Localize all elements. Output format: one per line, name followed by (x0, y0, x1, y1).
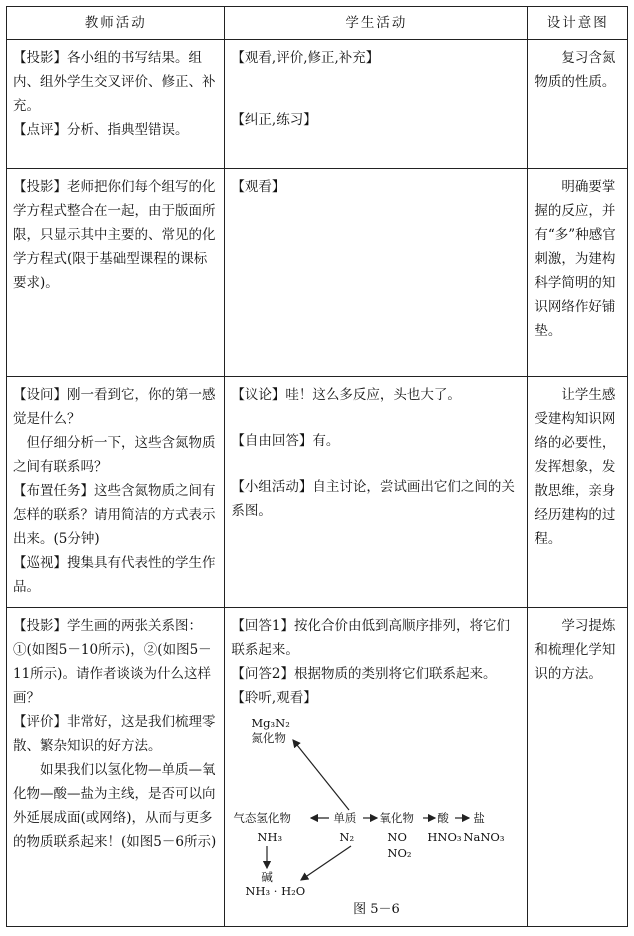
intent-text: 学习提炼和梳理化学知识的方法。 (534, 618, 616, 682)
student-text: 【问答2】根据物质的类别将它们联系起来。 (231, 666, 497, 682)
intent-text: 明确要掌握的反应，并有“多”种感官刺激，为建构科学简明的知识网络作好铺垫。 (534, 179, 616, 339)
node-acid: 酸 (437, 811, 449, 825)
teacher-text: 【评价】非常好，这是我们梳理零散、繁杂知识的好方法。 (13, 714, 216, 754)
node-salt: 盐 (473, 811, 485, 825)
student-text: 【议论】哇！这么多反应，头也大了。 (231, 387, 461, 403)
header-row (7, 7, 628, 40)
header-intent: 设计意图 (528, 7, 628, 40)
teacher-text: 如果我们以氢化物—单质—氧化物—酸—盐为主线，是否可以向外延展成面(或网络)，从而与更多的物质联系起来！(如图5－6所示) (13, 762, 217, 850)
node-hno3: HNO₃ (427, 830, 462, 844)
student-text: 【自由回答】有。 (231, 433, 340, 449)
node-n2: N₂ (339, 830, 355, 844)
student-text: 【纠正,练习】 (231, 112, 317, 128)
intent-cell (528, 40, 628, 169)
nitrogen-relation-diagram (231, 716, 505, 898)
node-simple: 单质 (333, 811, 357, 825)
teacher-text: 【投影】学生画的两张关系图：①(如图5－10所示)，②(如图5－11所示)。请作者谈谈为什么这样画？ (13, 618, 212, 706)
table-row (7, 608, 628, 927)
node-nitride: 氮化物 (251, 731, 286, 745)
node-no2: NO₂ (387, 846, 412, 860)
node-no: NO (387, 830, 407, 844)
node-nh3: NH₃ (257, 830, 283, 844)
teacher-cell (7, 40, 225, 169)
arrow-to-nh3h2o (301, 846, 351, 880)
teacher-cell (7, 169, 225, 377)
teacher-text: 【设问】刚一看到它，你的第一感觉是什么？ (13, 387, 216, 427)
teacher-text: 【布置任务】这些含氮物质之间有怎样的联系？请用简洁的方式表示出来。(5分钟) (13, 483, 216, 547)
teacher-text: 【点评】分析、指典型错误。 (13, 122, 189, 138)
intent-cell (528, 608, 628, 927)
intent-text: 复习含氮物质的性质。 (534, 50, 616, 90)
figure-caption: 图 5－6 (353, 902, 400, 917)
student-text: 【聆听,观看】 (231, 690, 317, 706)
arrow-to-nitride (293, 740, 349, 810)
table-row (7, 40, 628, 169)
student-cell (225, 169, 528, 377)
node-nano3: NaNO₃ (463, 830, 505, 844)
student-cell (225, 608, 528, 927)
node-gas-hydride: 气态氢化物 (233, 811, 291, 825)
header-teacher: 教师活动 (7, 7, 225, 40)
node-oxide: 氧化物 (379, 811, 414, 825)
student-text: 【观看】 (231, 179, 286, 195)
intent-text: 让学生感受建构知识网络的必要性，发挥想象，发散思维，亲身经历建构的过程。 (534, 387, 616, 547)
teacher-text: 【投影】各小组的书写结果。组内、组外学生交叉评价、修正、补充。 (13, 50, 216, 114)
table-row (7, 169, 628, 377)
student-text: 【观看,评价,修正,补充】 (231, 50, 380, 66)
node-base: 碱 (261, 870, 273, 884)
lesson-plan-table (6, 6, 628, 927)
teacher-text: 【投影】老师把你们每个组写的化学方程式整合在一起，由于版面所限，只显示其中主要的、常见的化学方程式(限于基础型课程的课标要求)。 (13, 179, 216, 291)
intent-cell (528, 377, 628, 608)
teacher-text: 【巡视】搜集具有代表性的学生作品。 (13, 555, 216, 595)
student-text: 【小组活动】自主讨论，尝试画出它们之间的关系图。 (231, 479, 515, 519)
header-student: 学生活动 (225, 7, 528, 40)
student-cell (225, 377, 528, 608)
teacher-cell (7, 608, 225, 927)
node-mg3n2: Mg₃N₂ (251, 716, 290, 730)
intent-cell (528, 169, 628, 377)
table-row (7, 377, 628, 608)
teacher-text: 但仔细分析一下，这些含氮物质之间有联系吗？ (13, 435, 216, 475)
teacher-cell (7, 377, 225, 608)
student-text: 【回答1】按化合价由低到高顺序排列，将它们联系起来。 (231, 618, 510, 658)
node-nh3h2o: NH₃ · H₂O (245, 884, 306, 898)
student-cell (225, 40, 528, 169)
